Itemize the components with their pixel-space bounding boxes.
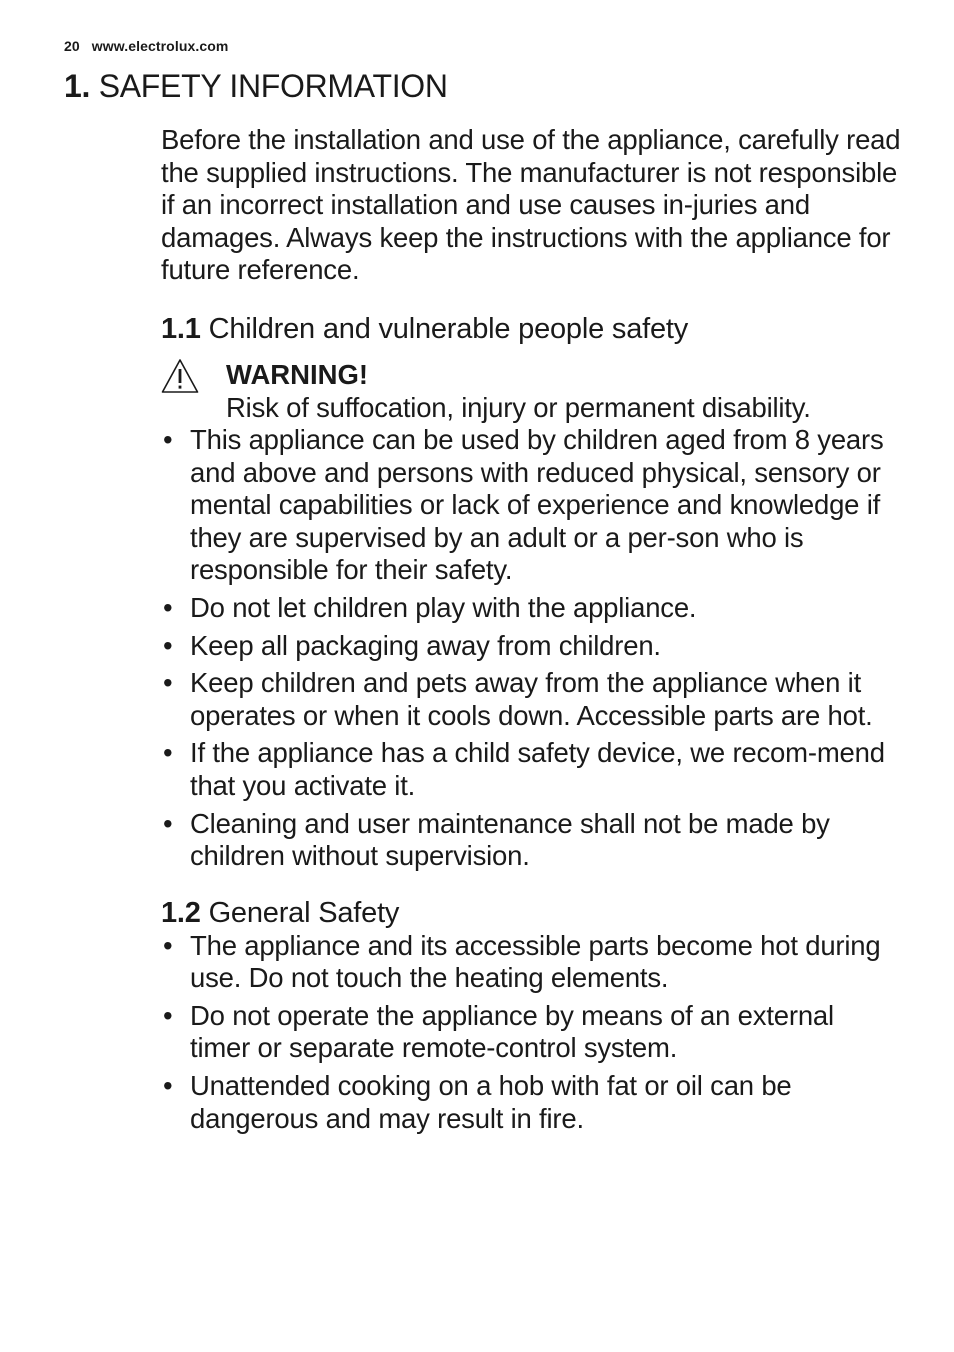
list-item: • The appliance and its accessible parts become hot during use. Do not touch the heating elements. [163,929,881,994]
chapter-number: 1. [64,68,91,104]
chapter-title [64,68,448,105]
section-title-children-safety [161,313,901,346]
page-header [64,38,228,54]
section-number: 1.1 [161,312,201,345]
list-item: • Keep children and pets away from the appliance when it operates or when it cools down. Accessible parts are hot. [163,667,873,731]
page-number: 20 [64,38,80,54]
list-item: • This appliance can be used by children aged from 8 years and above and persons with reduced physical, sensory or mental capabilities or lack of experience and knowledge if they are supervised by an adult or a per-son who is responsible for their safety. [163,423,884,586]
bullet-icon: • [163,807,173,839]
bullet-icon: • [163,999,173,1031]
section-title-text: Children and vulnerable people safety [208,312,689,345]
warning-triangle-icon [161,358,199,394]
bullet-icon: • [163,737,173,769]
warning-title: WARNING! [226,358,369,390]
children-safety-list [161,424,901,873]
list-item: • If the appliance has a child safety device, we recom-mend that you activate it. [163,737,885,801]
bullet-icon: • [163,667,173,699]
section-title-general-safety [161,897,901,930]
page-content [161,124,901,1140]
warning-box [161,358,901,424]
general-safety-list [161,930,901,1136]
bullet-icon: • [163,629,173,661]
intro-paragraph: Before the installation and use of the appliance, carefully read the supplied instructions. The manufacturer is not responsible if an incorrect installation and use causes in-juries and damages. Always keep the instructions with the appliance for future reference. [161,124,901,286]
list-item: • Do not let children play with the appliance. [163,591,697,623]
website-url[interactable]: www.electrolux.com [91,38,229,54]
section-number: 1.2 [161,896,201,929]
warning-text: Risk of suffocation, injury or permanent disability. [226,391,811,423]
bullet-icon: • [163,929,173,961]
list-item: • Keep all packaging away from children. [163,629,661,661]
list-item: • Unattended cooking on a hob with fat or oil can be dangerous and may result in fire. [163,1070,792,1134]
list-item: • Cleaning and user maintenance shall not be made by children without supervision. [163,807,830,872]
bullet-icon: • [163,591,173,623]
section-title-text: General Safety [208,896,400,929]
bullet-icon: • [163,423,173,455]
bullet-icon: • [163,1070,173,1102]
chapter-title-text: SAFETY INFORMATION [98,68,448,104]
list-item: • Do not operate the appliance by means of an external timer or separate remote-control system. [163,999,834,1064]
